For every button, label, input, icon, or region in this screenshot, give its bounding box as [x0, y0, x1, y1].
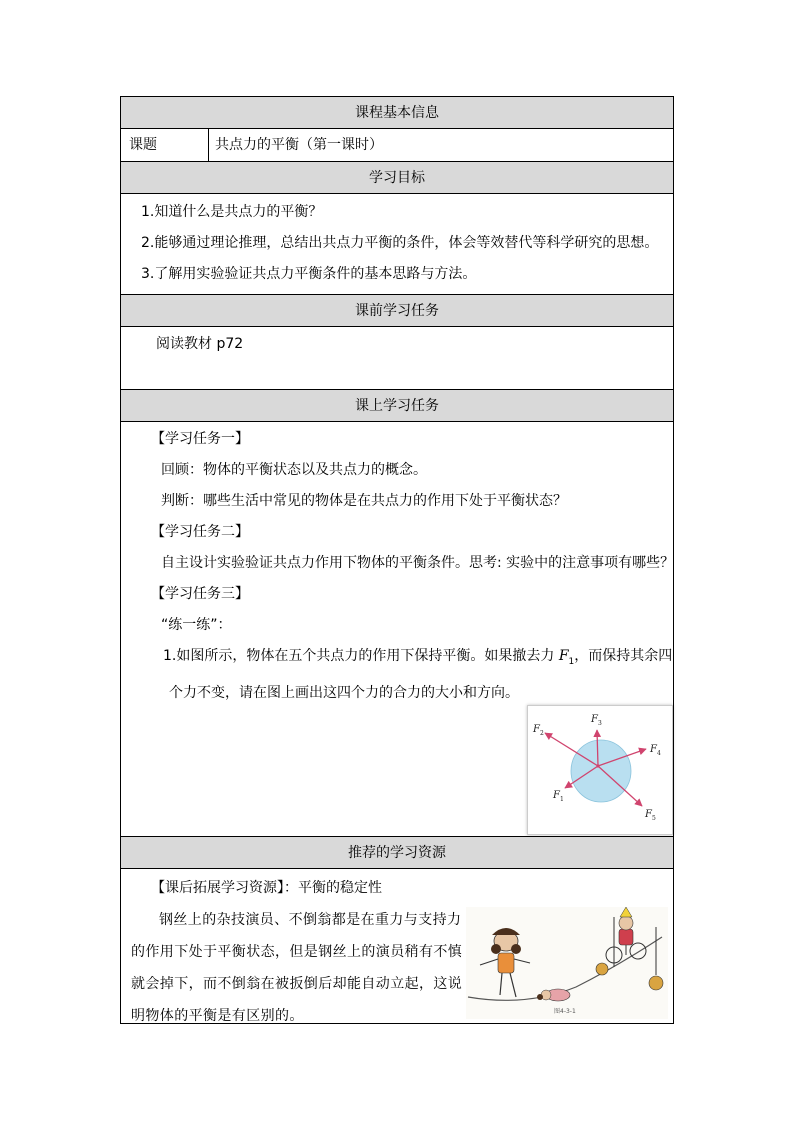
task3-title: 【学习任务三】: [151, 586, 249, 602]
label-f5: $F_5$: [645, 809, 656, 822]
task1-line1: 回顾：物体的平衡状态以及共点力的概念。: [161, 462, 427, 478]
practice-question-line2: 个力不变，请在图上画出这四个力的合力的大小和方向。: [169, 684, 519, 701]
topic-value: 共点力的平衡（第一课时）: [215, 137, 383, 153]
force-subscript: 1: [568, 656, 575, 667]
five-forces-figure: [527, 705, 673, 835]
practice-question-text-end: ，而保持其余四: [574, 648, 673, 664]
section-header-basic-info: 课程基本信息: [121, 97, 673, 129]
practice-label: “练一练”：: [161, 617, 232, 633]
task1-line2: 判断：哪些生活中常见的物体是在共点力的作用下处于平衡状态？: [161, 493, 567, 509]
pre-class-cell: [121, 327, 673, 390]
lesson-table: [120, 96, 674, 1024]
acrobat-illustration: [466, 907, 668, 1019]
topic-label: 课题: [121, 129, 209, 161]
section-header-resources: 推荐的学习资源: [121, 837, 673, 869]
label-f1: $F_1$: [553, 790, 564, 803]
label-f2: $F_2$: [533, 724, 544, 737]
goal-item: 3.了解用实验验证共点力平衡条件的基本思路与方法。: [141, 266, 477, 282]
practice-question: [121, 641, 673, 678]
label-f4: $F_4$: [650, 744, 661, 757]
goal-item: 2.能够通过理论推理，总结出共点力平衡的条件，体会等效替代等科学研究的思想。: [141, 235, 659, 251]
forces-diagram: [528, 706, 672, 834]
section-header-goals: 学习目标: [121, 162, 673, 194]
goal-item: 1.知道什么是共点力的平衡？: [141, 204, 323, 220]
topic-row: [121, 129, 673, 162]
task2-title: 【学习任务二】: [151, 524, 249, 540]
figure-caption: 图4-3-1: [554, 1008, 576, 1015]
practice-question-text: 1.如图所示，物体在五个共点力的作用下保持平衡。如果撤去力: [163, 648, 559, 664]
resource-title: 【课后拓展学习资源】：平衡的稳定性: [151, 880, 382, 896]
force-point: [596, 764, 599, 767]
task2-line1: 自主设计实验验证共点力作用下物体的平衡条件。思考: 实验中的注意事项有哪些？: [161, 555, 675, 571]
object-body: [571, 740, 631, 802]
task1-title: 【学习任务一】: [151, 431, 249, 447]
force-symbol: F: [558, 648, 569, 664]
section-header-in-class: 课上学习任务: [121, 390, 673, 422]
pre-class-text: 阅读教材 p72: [156, 336, 244, 352]
in-class-cell: [121, 422, 673, 837]
goals-cell: [121, 194, 673, 295]
balance-stability-illustration: [466, 907, 668, 1019]
label-f3: $F_3$: [591, 714, 602, 727]
resource-body: 钢丝上的杂技演员、不倒翁都是在重力与支持力的作用下处于平衡状态，但是钢丝上的演员稍有不慎就会掉下，而不倒翁在被扳倒后却能自动立起，这说明物体的平衡是有区别的。: [131, 912, 463, 1024]
resources-cell: [121, 869, 673, 1023]
section-header-pre-class: 课前学习任务: [121, 295, 673, 327]
